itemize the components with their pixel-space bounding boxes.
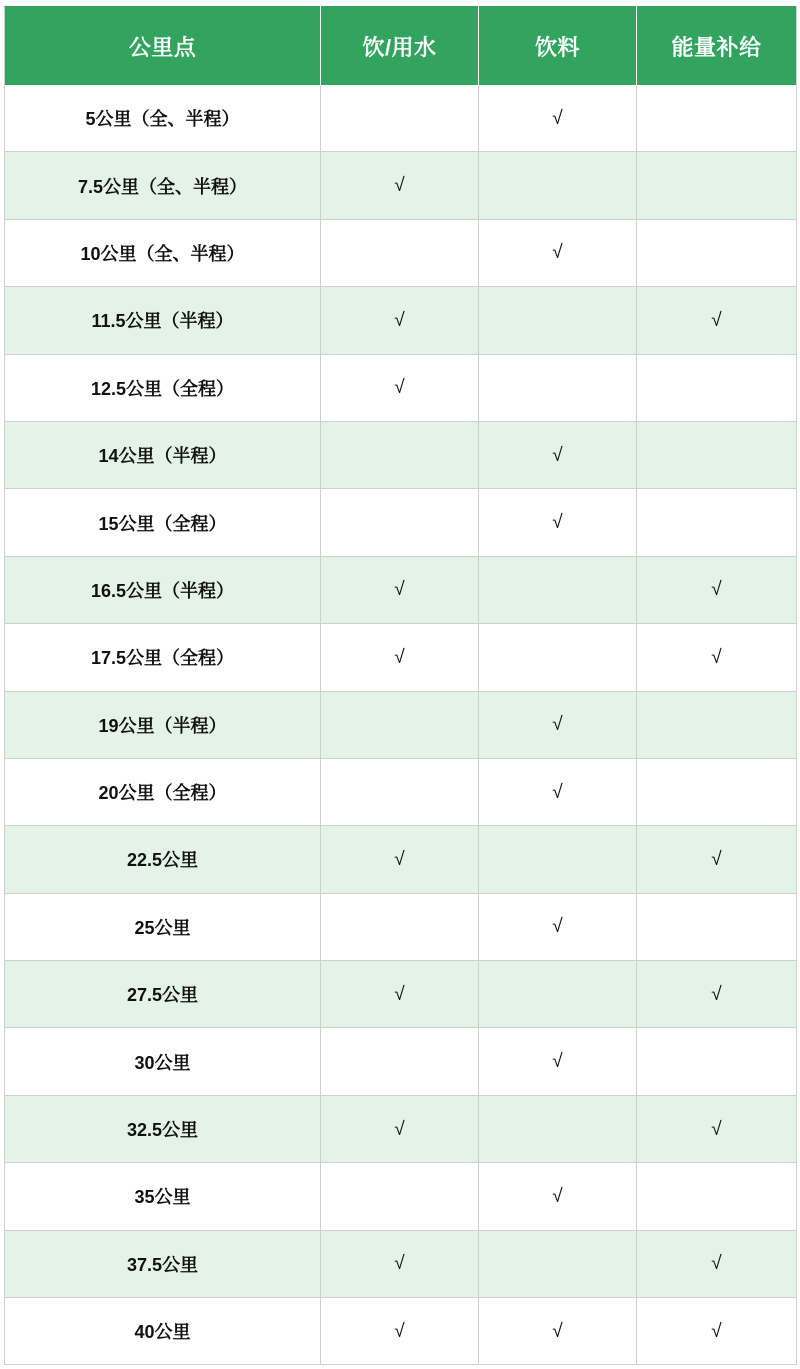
empty-cell [557, 1268, 558, 1269]
cell-drink [479, 1095, 637, 1162]
cell-water [321, 489, 479, 556]
table-row [5, 354, 797, 421]
cell-drink [479, 287, 637, 354]
cell-energy [637, 219, 797, 286]
empty-cell [557, 864, 558, 865]
cell-energy [637, 758, 797, 825]
empty-cell [557, 392, 558, 393]
cell-drink [479, 354, 637, 421]
table-header [5, 7, 797, 86]
table-row [5, 691, 797, 758]
cell-point: 37.5公里 [5, 1230, 321, 1297]
check-mark-icon: √ [394, 175, 405, 197]
check-mark-icon: √ [552, 1320, 563, 1342]
cell-point: 14公里（半程） [5, 421, 321, 488]
cell-drink [479, 893, 637, 960]
check-mark-icon: √ [394, 848, 405, 870]
cell-water [321, 354, 479, 421]
check-mark-icon: √ [552, 444, 563, 466]
cell-drink [479, 691, 637, 758]
cell-energy [637, 556, 797, 623]
table-row [5, 1163, 797, 1230]
cell-energy [637, 1163, 797, 1230]
cell-drink [479, 152, 637, 219]
cell-point: 40公里 [5, 1298, 321, 1365]
cell-point: 22.5公里 [5, 826, 321, 893]
empty-cell [557, 662, 558, 663]
empty-cell [399, 123, 400, 124]
cell-point: 32.5公里 [5, 1095, 321, 1162]
cell-energy [637, 1095, 797, 1162]
cell-drink [479, 1028, 637, 1095]
cell-energy [637, 1028, 797, 1095]
check-mark-icon: √ [394, 1320, 405, 1342]
cell-drink [479, 421, 637, 488]
cell-point: 30公里 [5, 1028, 321, 1095]
check-mark-icon: √ [711, 848, 722, 870]
table-row [5, 1230, 797, 1297]
cell-drink [479, 556, 637, 623]
cell-energy [637, 421, 797, 488]
check-mark-icon: √ [394, 1253, 405, 1275]
cell-water [321, 421, 479, 488]
check-mark-icon: √ [552, 107, 563, 129]
check-mark-icon: √ [552, 242, 563, 264]
cell-drink [479, 826, 637, 893]
check-mark-icon: √ [394, 377, 405, 399]
cell-drink [479, 758, 637, 825]
cell-point: 27.5公里 [5, 961, 321, 1028]
table-row [5, 1095, 797, 1162]
empty-cell [716, 460, 717, 461]
check-mark-icon: √ [711, 1320, 722, 1342]
cell-water [321, 1163, 479, 1230]
cell-water [321, 826, 479, 893]
table-row [5, 961, 797, 1028]
empty-cell [716, 257, 717, 258]
cell-drink [479, 1298, 637, 1365]
cell-point: 7.5公里（全、半程） [5, 152, 321, 219]
cell-energy [637, 354, 797, 421]
check-mark-icon: √ [711, 1253, 722, 1275]
cell-point: 10公里（全、半程） [5, 219, 321, 286]
cell-energy [637, 961, 797, 1028]
cell-energy [637, 489, 797, 556]
check-mark-icon: √ [711, 579, 722, 601]
table-row [5, 893, 797, 960]
cell-point: 19公里（半程） [5, 691, 321, 758]
cell-water [321, 556, 479, 623]
cell-energy [637, 691, 797, 758]
cell-drink [479, 1230, 637, 1297]
empty-cell [716, 190, 717, 191]
cell-point: 12.5公里（全程） [5, 354, 321, 421]
table-body [5, 85, 797, 1365]
empty-cell [399, 729, 400, 730]
cell-point: 25公里 [5, 893, 321, 960]
empty-cell [716, 527, 717, 528]
cell-energy [637, 287, 797, 354]
check-mark-icon: √ [711, 309, 722, 331]
cell-water [321, 1028, 479, 1095]
table-row [5, 624, 797, 691]
empty-cell [399, 931, 400, 932]
cell-energy [637, 826, 797, 893]
cell-energy [637, 1298, 797, 1365]
cell-point: 20公里（全程） [5, 758, 321, 825]
check-mark-icon: √ [552, 512, 563, 534]
check-mark-icon: √ [394, 1118, 405, 1140]
cell-energy [637, 85, 797, 152]
check-mark-icon: √ [394, 646, 405, 668]
cell-point: 35公里 [5, 1163, 321, 1230]
empty-cell [716, 392, 717, 393]
table-row [5, 489, 797, 556]
empty-cell [716, 1066, 717, 1067]
empty-cell [716, 797, 717, 798]
check-mark-icon: √ [394, 309, 405, 331]
empty-cell [399, 257, 400, 258]
check-mark-icon: √ [711, 1118, 722, 1140]
check-mark-icon: √ [552, 1051, 563, 1073]
cell-point: 11.5公里（半程） [5, 287, 321, 354]
empty-cell [716, 931, 717, 932]
check-mark-icon: √ [394, 983, 405, 1005]
cell-water [321, 1230, 479, 1297]
table-row [5, 219, 797, 286]
empty-cell [399, 797, 400, 798]
cell-point: 16.5公里（半程） [5, 556, 321, 623]
table-row [5, 152, 797, 219]
cell-drink [479, 85, 637, 152]
cell-water [321, 624, 479, 691]
column-header-energy: 能量补给 [637, 7, 797, 86]
empty-cell [557, 1134, 558, 1135]
table-row [5, 85, 797, 152]
check-mark-icon: √ [552, 1185, 563, 1207]
check-mark-icon: √ [552, 781, 563, 803]
cell-water [321, 691, 479, 758]
cell-water [321, 1095, 479, 1162]
column-header-point: 公里点 [5, 7, 321, 86]
cell-energy [637, 152, 797, 219]
cell-point: 15公里（全程） [5, 489, 321, 556]
cell-water [321, 219, 479, 286]
check-mark-icon: √ [552, 714, 563, 736]
cell-water [321, 287, 479, 354]
table-header-row [5, 7, 797, 86]
table-row [5, 556, 797, 623]
aid-station-table [4, 6, 797, 1365]
table-row [5, 287, 797, 354]
cell-water [321, 152, 479, 219]
empty-cell [557, 325, 558, 326]
empty-cell [399, 1201, 400, 1202]
table-row [5, 1298, 797, 1365]
cell-drink [479, 1163, 637, 1230]
table-row [5, 758, 797, 825]
empty-cell [399, 1066, 400, 1067]
table-row [5, 1028, 797, 1095]
empty-cell [557, 594, 558, 595]
cell-point: 17.5公里（全程） [5, 624, 321, 691]
cell-drink [479, 624, 637, 691]
cell-drink [479, 961, 637, 1028]
cell-water [321, 961, 479, 1028]
table-row [5, 421, 797, 488]
empty-cell [399, 460, 400, 461]
column-header-water: 饮/用水 [321, 7, 479, 86]
check-mark-icon: √ [711, 983, 722, 1005]
cell-water [321, 1298, 479, 1365]
column-header-drink: 饮料 [479, 7, 637, 86]
cell-drink [479, 219, 637, 286]
cell-drink [479, 489, 637, 556]
empty-cell [399, 527, 400, 528]
empty-cell [557, 190, 558, 191]
cell-energy [637, 1230, 797, 1297]
empty-cell [716, 729, 717, 730]
check-mark-icon: √ [394, 579, 405, 601]
empty-cell [716, 1201, 717, 1202]
check-mark-icon: √ [711, 646, 722, 668]
empty-cell [557, 999, 558, 1000]
empty-cell [716, 123, 717, 124]
cell-water [321, 85, 479, 152]
cell-energy [637, 624, 797, 691]
cell-point: 5公里（全、半程） [5, 85, 321, 152]
check-mark-icon: √ [552, 916, 563, 938]
cell-energy [637, 893, 797, 960]
cell-water [321, 893, 479, 960]
cell-water [321, 758, 479, 825]
table-row [5, 826, 797, 893]
